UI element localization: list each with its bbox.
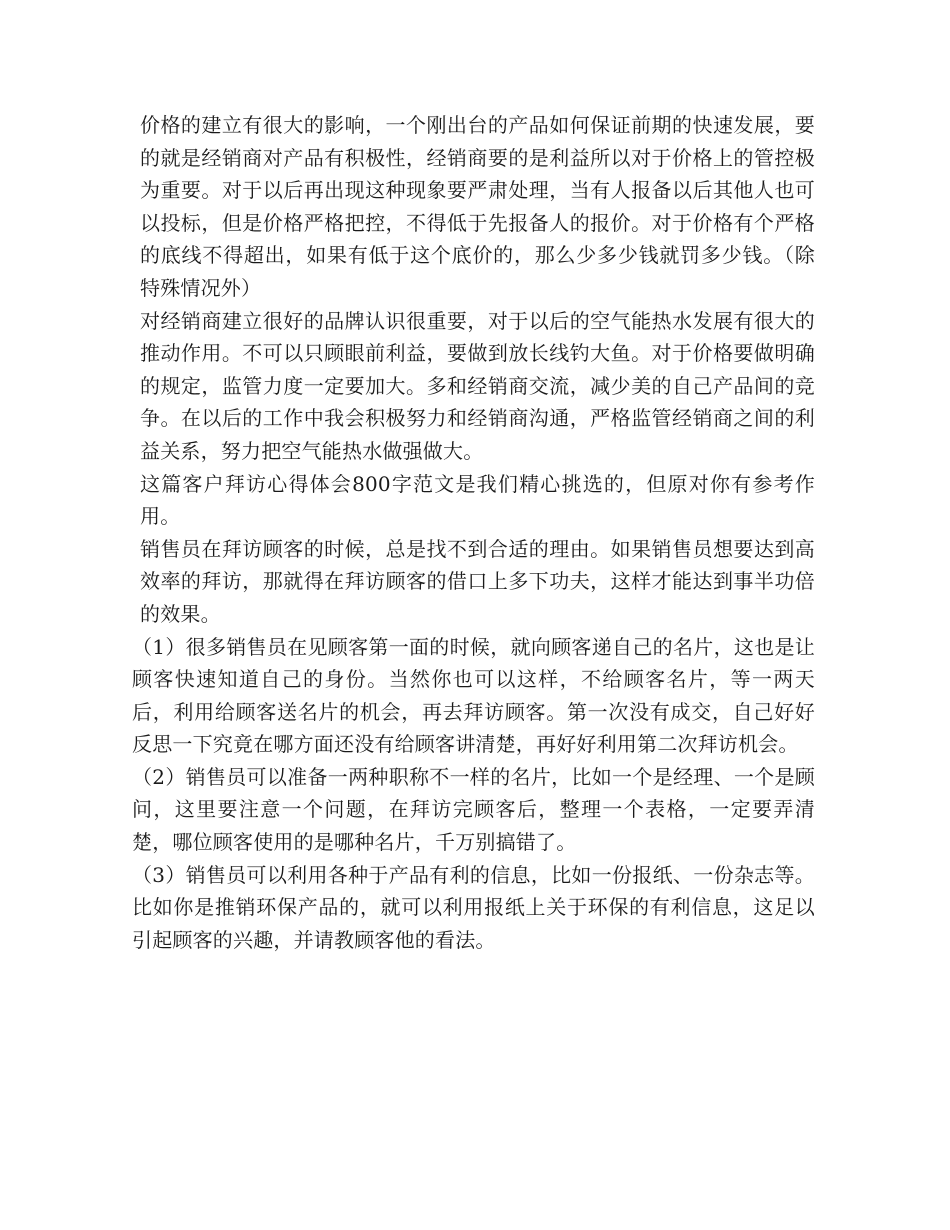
paragraph-visit-reasons: 销售员在拜访顾客的时候，总是找不到合适的理由。如果销售员想要达到高效率的拜访，那就得在拜访顾客的借口上多下功夫，这样才能达到事半功倍的效果。 [140, 536, 815, 626]
paragraph-item-2: （2）销售员可以准备一两种职称不一样的名片，比如一个是经理、一个是顾问，这里要注意一个问题，在拜访完顾客后，整理一个表格，一定要弄清楚，哪位顾客使用的是哪种名片，千万别搞错了。 [132, 764, 815, 855]
paragraph-item-3: （3）销售员可以利用各种于产品有利的信息，比如一份报纸、一份杂志等。比如你是推销环保产品的，就可以利用报纸上关于环保的有利信息，这足以引起顾客的兴趣，并请教顾客他的看法。 [132, 862, 815, 952]
paragraph-brand-awareness: 对经销商建立很好的品牌认识很重要，对于以后的空气能热水发展有很大的推动作用。不可以只顾眼前利益，要做到放长线钓大鱼。对于价格要做明确的规定，监管力度一定要加大。多和经销商交流，减少美的自己产品间的竞争。在以后的工作中我会积极努力和经销商沟通，严格监管经销商之间的利益关系，努力把空气能热水做强做大。 [140, 308, 815, 463]
document-body [132, 109, 815, 956]
paragraph-article-note: 这篇客户拜访心得体会800字范文是我们精心挑选的，但原对你有参考作用。 [140, 471, 815, 529]
paragraph-price-control: 价格的建立有很大的影响，一个刚出台的产品如何保证前期的快速发展，要的就是经销商对产品有积极性，经销商要的是利益所以对于价格上的管控极为重要。对于以后再出现这种现象要严肃处理，当有人报备以后其他人也可以投标，但是价格严格把控，不得低于先报备人的报价。对于价格有个严格的底线不得超出，如果有低于这个底价的，那么少多少钱就罚多少钱。（除特殊情况外） [140, 113, 815, 300]
paragraph-item-1: （1）很多销售员在见顾客第一面的时候，就向顾客递自己的名片，这也是让顾客快速知道自己的身份。当然你也可以这样，不给顾客名片，等一两天后，利用给顾客送名片的机会，再去拜访顾客。第一次没有成交，自己好好反思一下究竟在哪方面还没有给顾客讲清楚，再好好利用第二次拜访机会。 [132, 634, 815, 757]
